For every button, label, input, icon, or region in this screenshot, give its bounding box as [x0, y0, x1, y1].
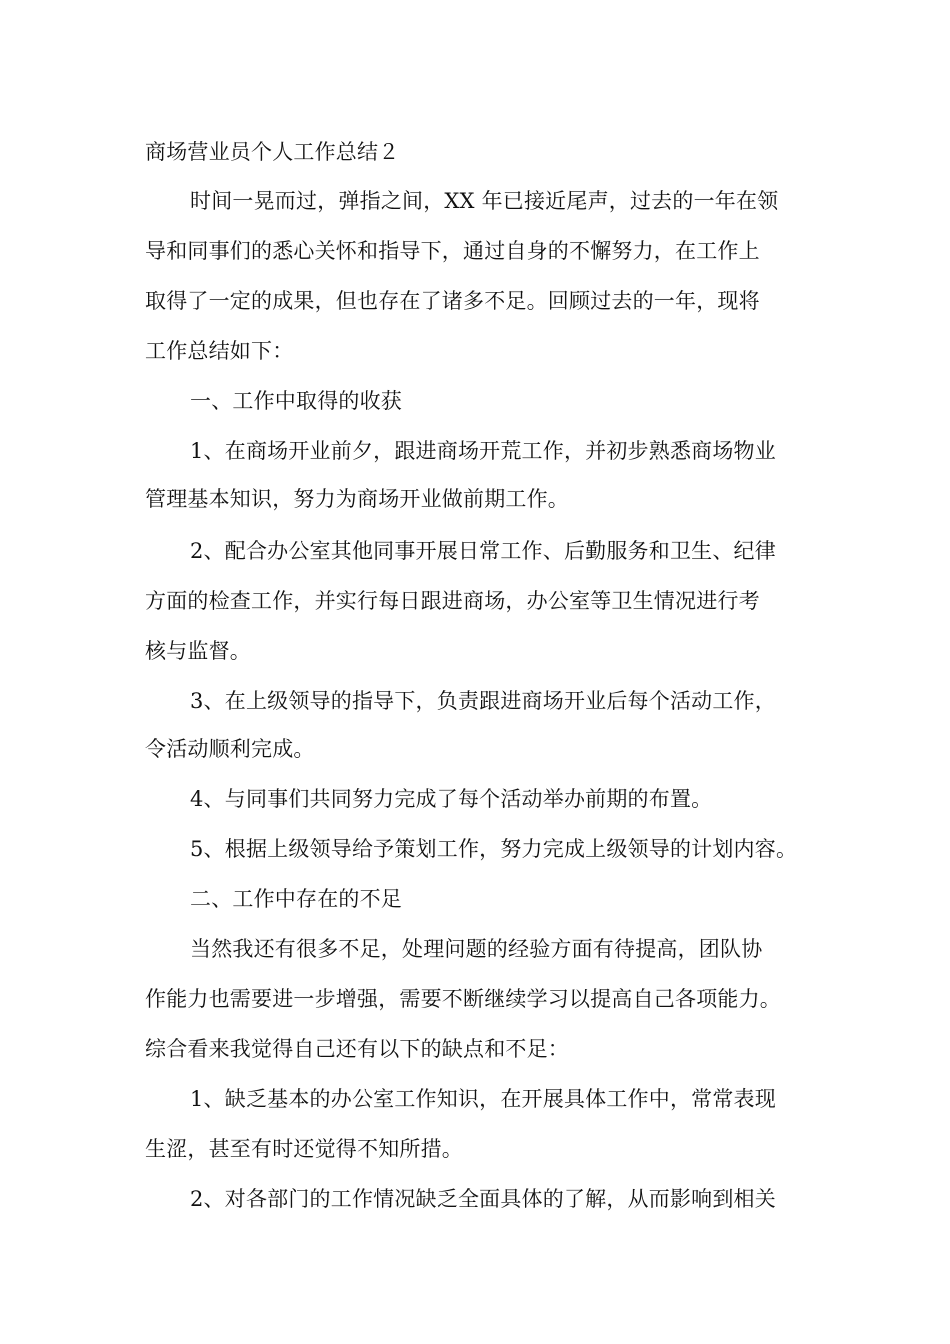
gain-item-2: 方面的检查工作，并实行每日跟进商场，办公室等卫生情况进行考 — [145, 589, 760, 613]
shortcoming-item-1: 1、缺乏基本的办公室工作知识，在开展具体工作中，常常表现 — [190, 1087, 776, 1111]
gain-item-5: 5、根据上级领导给予策划工作，努力完成上级领导的计划内容。 — [190, 837, 798, 861]
gain-item-3: 3、在上级领导的指导下，负责跟进商场开业后每个活动工作， — [190, 689, 776, 713]
gain-item-2: 核与监督。 — [145, 639, 251, 663]
gain-item-1: 1、在商场开业前夕，跟进商场开荒工作，并初步熟悉商场物业 — [190, 439, 776, 463]
shortcoming-item-1: 生涩，甚至有时还觉得不知所措。 — [145, 1137, 463, 1161]
intro-line: 时间一晃而过，弹指之间，XX 年已接近尾声，过去的一年在领 — [190, 189, 779, 213]
section-heading-gains: 一、工作中取得的收获 — [190, 389, 402, 413]
gain-item-4: 4、与同事们共同努力完成了每个活动举办前期的布置。 — [190, 787, 713, 811]
gain-item-3: 令活动顺利完成。 — [145, 737, 315, 761]
section-heading-shortcomings: 二、工作中存在的不足 — [190, 887, 402, 911]
document-title: 商场营业员个人工作总结２ — [145, 140, 400, 164]
shortcomings-intro-line: 当然我还有很多不足，处理问题的经验方面有待提高，团队协 — [190, 937, 763, 961]
shortcomings-intro-line: 综合看来我觉得自己还有以下的缺点和不足： — [145, 1037, 569, 1061]
intro-line: 导和同事们的悉心关怀和指导下，通过自身的不懈努力，在工作上 — [145, 239, 760, 263]
intro-line: 取得了一定的成果，但也存在了诸多不足。回顾过去的一年，现将 — [145, 289, 760, 313]
shortcomings-intro-line: 作能力也需要进一步增强，需要不断继续学习以提高自己各项能力。 — [145, 987, 781, 1011]
gain-item-1: 管理基本知识，努力为商场开业做前期工作。 — [145, 487, 569, 511]
intro-line: 工作总结如下： — [145, 339, 294, 363]
gain-item-2: 2、配合办公室其他同事开展日常工作、后勤服务和卫生、纪律 — [190, 539, 776, 563]
shortcoming-item-2: 2、对各部门的工作情况缺乏全面具体的了解，从而影响到相关 — [190, 1187, 776, 1211]
